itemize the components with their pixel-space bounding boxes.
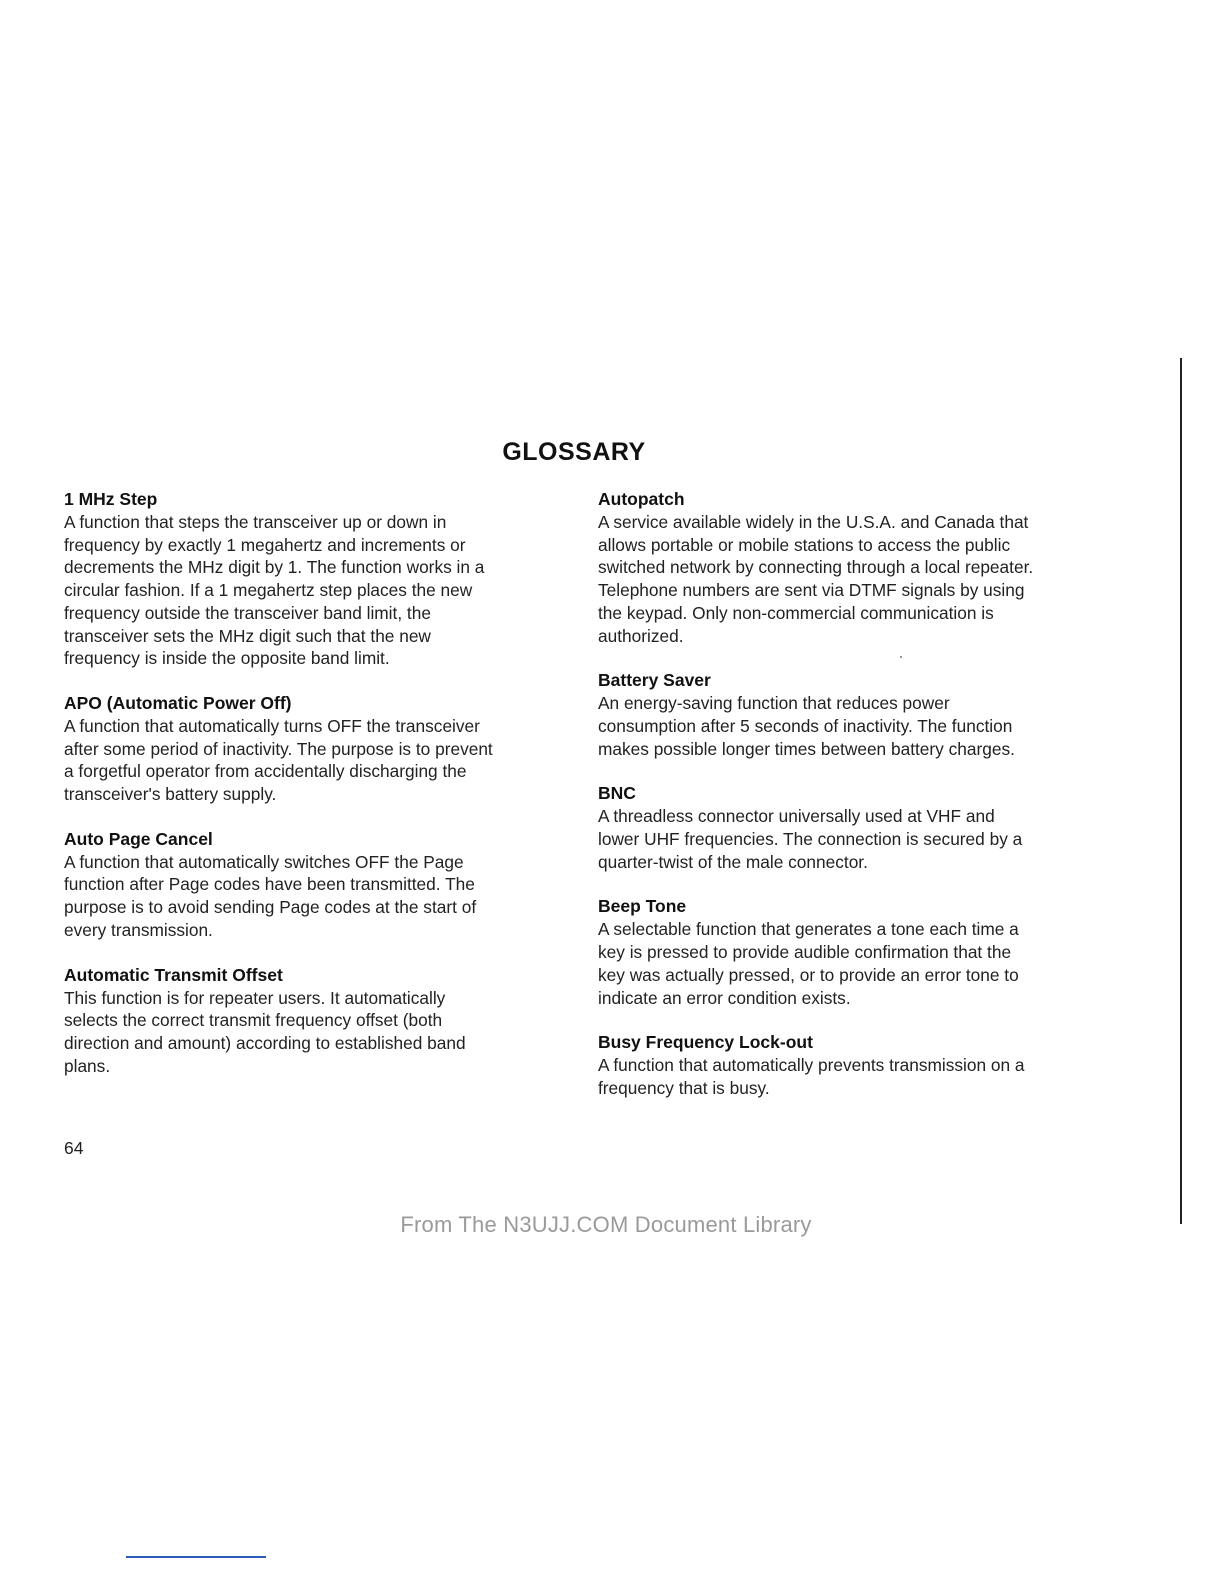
glossary-entry (64, 964, 564, 1078)
page-number: 64 (64, 1138, 84, 1158)
page-edge-line (1180, 358, 1182, 1224)
glossary-entry (64, 828, 564, 942)
bottom-link-underline (126, 1556, 266, 1558)
glossary-definition: A threadless connector universally used at VHF and lower UHF frequencies. The connection is secured by a quarter-twist of the male connector. (598, 806, 1023, 872)
glossary-definition: This function is for repeater users. It automatically selects the correct transmit frequency offset (both direction and amount) according to established band plans. (64, 987, 466, 1076)
glossary-column-left (64, 488, 564, 1099)
page-title: GLOSSARY (502, 438, 646, 466)
glossary-definition: A selectable function that generates a tone each time a key is pressed to provide audible confirmation that the key was actually pressed, or to provide an error tone to indicate an error condition exists. (598, 919, 1019, 1008)
glossary-definition: A service available widely in the U.S.A. and Canada that allows portable or mobile stations to access the public switched network by connecting through a local repeater. Telephone numbers are sent via DTMF signals by using the keypad. Only non-commercial communication is authorized. (598, 512, 1034, 646)
glossary-term: Auto Page Cancel (64, 828, 213, 849)
glossary-term: Busy Frequency Lock-out (598, 1032, 813, 1053)
glossary-term: Battery Saver (598, 670, 711, 691)
glossary-definition: A function that steps the transceiver up or down in frequency by exactly 1 megahertz and increments or decrements the MHz digit by 1. The function works in a circular fashion. If a 1 megahertz step places the new frequency outside the transceiver band limit, the transceiver sets the MHz digit such that the new frequency is inside the opposite band limit. (64, 512, 485, 669)
glossary-definition: A function that automatically turns OFF the transceiver after some period of inactivity. The purpose is to prevent a forgetful operator from accidentally discharging the transceiver's battery supply. (64, 715, 493, 805)
glossary-term: APO (Automatic Power Off) (64, 692, 292, 713)
glossary-entry (598, 895, 1098, 1009)
glossary-term: BNC (598, 783, 636, 804)
glossary-definition: A function that automatically prevents transmission on a frequency that is busy. (598, 1055, 1025, 1098)
glossary-entry (64, 488, 564, 670)
glossary-entry (598, 488, 1098, 647)
glossary-entry (64, 692, 564, 806)
glossary-term: 1 MHz Step (64, 489, 158, 509)
glossary-entry (598, 1031, 1098, 1099)
glossary-entry (598, 782, 1098, 873)
glossary-term: Autopatch (598, 489, 685, 509)
footer-credit: From The N3UJJ.COM Document Library (400, 1212, 812, 1237)
glossary-column-right (598, 488, 1098, 1122)
glossary-entry (598, 669, 1098, 760)
glossary-definition: A function that automatically switches OFF the Page function after Page codes have been transmitted. The purpose is to avoid sending Page codes at the start of every transmission. (64, 851, 477, 940)
glossary-definition: An energy-saving function that reduces power consumption after 5 seconds of inactivity. The function makes possible longer times between battery charges. (598, 693, 1015, 759)
glossary-term: Beep Tone (598, 896, 687, 917)
glossary-term: Automatic Transmit Offset (64, 964, 283, 985)
